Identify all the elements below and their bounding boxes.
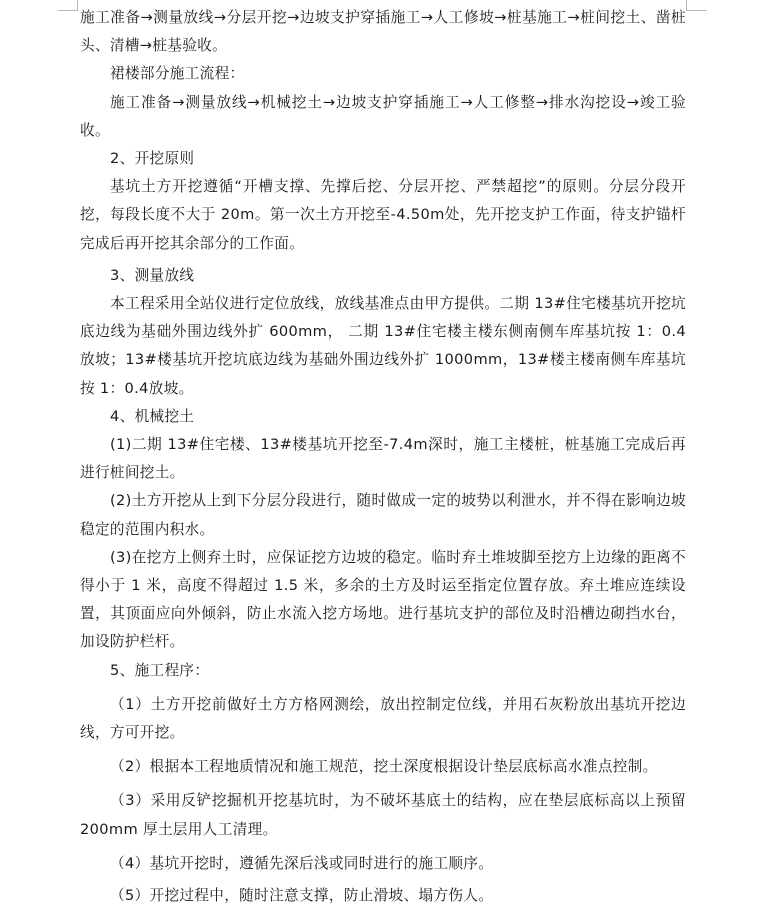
heading-mechanical-excavation: 4、机械挖土 [110,407,195,425]
paragraph-excavation-item-1: (1)二期 13#住宅楼、13#楼基坑开挖至-7.4m深时，施工主楼桩，桩基施工完成后再进行桩间挖土。 [80,436,686,482]
paragraph-procedure-item-5: （5）开挖过程中，随时注意支撑，防止滑坡、塌方伤人。 [110,887,494,905]
paragraph-procedure-item-2: （2）根据本工程地质情况和施工规范，挖土深度根据设计垫层底标高水准点控制。 [110,758,658,776]
document-body [80,4,686,910]
paragraph-excavation-principle: 基坑土方开挖遵循“开槽支撑、先撑后挖、分层开挖、严禁超挖”的原则。分层分段开挖，每段长度不大于 20m。第一次土方开挖至-4.50m处，先开挖支护工作面，待支护锚杆完成后再开挖其余部分的工作面。 [80,178,686,252]
heading-construction-procedure: 5、施工程序： [110,661,210,679]
heading-survey-setting-out: 3、测量放线 [110,266,195,284]
paragraph-survey-setting-out: 本工程采用全站仪进行定位放线，放线基准点由甲方提供。二期 13#住宅楼基坑开挖坑底边线为基础外围边线外扩 600mm， 二期 13#住宅楼主楼东侧南侧车库基坑按 1：0.4放坡；13#楼基坑开挖坑底边线为基础外围边线外扩 1000mm，13#楼主楼南侧车库基坑按 1：0.4放坡。 [80,295,686,397]
paragraph-podium-flow: 施工准备→测量放线→机械挖土→边坡支护穿插施工→人工修整→排水沟挖设→竣工验收。 [80,93,686,139]
paragraph-flow-main: 施工准备→测量放线→分层开挖→边坡支护穿插施工→人工修坡→桩基施工→桩间挖土、凿桩头、清槽→桩基验收。 [80,9,686,55]
paragraph-excavation-item-3: (3)在挖方上侧弃土时，应保证挖方边坡的稳定。临时弃土堆坡脚至挖方上边缘的距离不得小于 1 米，高度不得超过 1.5 米，多余的土方及时运至指定位置存放。弃土堆应连续设置，其顶面应向外倾斜，防止水流入挖方场地。进行基坑支护的部位及时沿槽边砌挡水台，加设防护栏杆。 [80,548,686,651]
paragraph-procedure-item-4: （4）基坑开挖时，遵循先深后浅或同时进行的施工顺序。 [110,854,494,872]
page-corner-mark-left [58,0,78,11]
paragraph-podium-flow-title: 裙楼部分施工流程： [110,65,245,83]
page-corner-mark-right [686,0,707,11]
paragraph-excavation-item-2: (2)土方开挖从上到下分层分段进行，随时做成一定的坡势以利泄水，并不得在影响边坡稳定的范围内积水。 [80,492,686,538]
paragraph-procedure-item-3: （3）采用反铲挖掘机开挖基坑时，为不破坏基底土的结构，应在垫层底标高以上预留 200mm 厚土层用人工清理。 [80,792,686,838]
paragraph-procedure-item-1: （1）土方开挖前做好土方方格网测绘，放出控制定位线，并用石灰粉放出基坑开挖边线，方可开挖。 [80,695,686,742]
heading-excavation-principle: 2、开挖原则 [110,150,195,168]
